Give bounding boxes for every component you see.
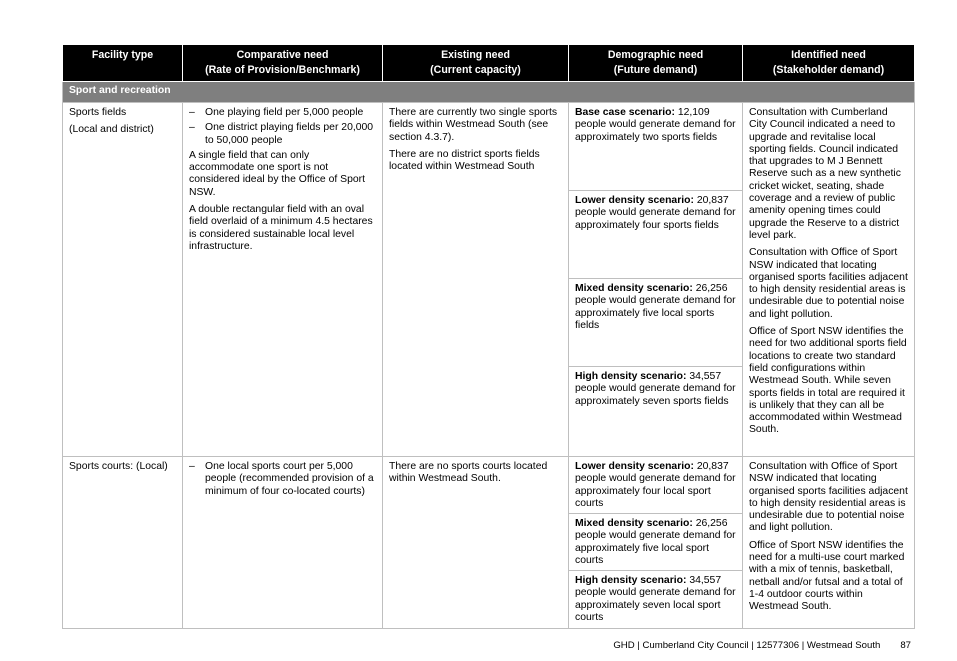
- demographic-cell: [569, 103, 743, 457]
- paragraph: A single field that can only accommodate one sport is not considered ideal by the Office of Sport NSW.: [189, 149, 365, 198]
- existing-cell: [383, 103, 569, 457]
- paragraph: Office of Sport NSW identifies the need for two additional sports field locations to create two standard field configurations within Westmead South. While seven sports fields in total are required it is unlikely that they can all be accommodated within Westmead South.: [749, 326, 907, 436]
- scenario-mixed: Mixed density scenario: 26,256 people would generate demand for approximately five local sports fields: [569, 279, 742, 367]
- header-comparative-need: Comparative need (Rate of Provision/Benchmark): [183, 45, 383, 82]
- comparative-cell: [183, 457, 383, 629]
- section-title: Sport and recreation: [63, 82, 915, 103]
- paragraph: There are currently two single sports fields within Westmead South (see section 4.3.7).: [389, 107, 558, 143]
- identified-cell: [743, 103, 915, 457]
- paragraph: There are no sports courts located within Westmead South.: [389, 461, 548, 485]
- scenario-mixed: Mixed density scenario: 26,256 people would generate demand for approximately five local sport courts: [569, 514, 742, 571]
- header-row: [63, 45, 915, 82]
- scenario-base: Base case scenario: 12,109 people would generate demand for approximately two sports fields: [569, 103, 742, 191]
- list-item: – One district playing fields per 20,000 to 50,000 people: [189, 122, 376, 147]
- paragraph: Consultation with Cumberland City Council indicated a need to upgrade and revitalise local sporting fields. Council indicated that upgrades to M J Bennett Reserve such as a new synthetic cricket wicket, seating, shade coverage and a review of public amenity opening times could upgrade the Reserve to a district level park.: [749, 107, 901, 241]
- header-facility-type: Facility type: [63, 45, 183, 82]
- footer-text: GHD | Cumberland City Council | 12577306 | Westmead South: [613, 640, 881, 651]
- scenario-high: High density scenario: 34,557 people would generate demand for approximately seven sports fields: [575, 371, 736, 407]
- scenario-lower: Lower density scenario: 20,837 people would generate demand for approximately four sports fields: [569, 191, 742, 279]
- scenario-lower: Lower density scenario: 20,837 people would generate demand for approximately four local sport courts: [569, 457, 742, 514]
- header-existing-need: Existing need (Current capacity): [383, 45, 569, 82]
- facility-cell: [63, 103, 183, 457]
- demographic-cell: [569, 457, 743, 629]
- scenario-high: High density scenario: 34,557 people would generate demand for approximately seven local sport courts: [575, 575, 736, 623]
- comparative-cell: [183, 103, 383, 457]
- section-row: [63, 82, 915, 103]
- existing-cell: [383, 457, 569, 629]
- header-identified-need: Identified need (Stakeholder demand): [743, 45, 915, 82]
- header-demographic-need: Demographic need (Future demand): [569, 45, 743, 82]
- paragraph: Office of Sport NSW identifies the need for a multi-use court marked with a mix of tennis, basketball, netball and/or futsal and a total of 1-4 outdoor courts within Westmead South.: [749, 539, 905, 613]
- paragraph: Consultation with Office of Sport NSW indicated that locating organised sports facilities adjacent to high density residential areas is undesirable due to potential noise and light pollution.: [749, 247, 908, 320]
- facility-name: Sports fields: [69, 107, 127, 118]
- table-row: [63, 457, 915, 629]
- page-number: 87: [900, 640, 911, 651]
- table-row: [63, 103, 915, 457]
- identified-cell: [743, 457, 915, 629]
- facility-scope: (Local and district): [69, 124, 154, 136]
- paragraph: A double rectangular field with an oval field overlaid of a minimum 4.5 hectares is considered sustainable local level infrastructure.: [189, 204, 373, 252]
- facility-name: Sports courts: (Local): [69, 461, 168, 472]
- list-item: – One playing field per 5,000 people: [189, 107, 376, 119]
- list-item: – One local sports court per 5,000 people (recommended provision of a minimum of four co-located courts): [189, 461, 376, 498]
- facility-cell: [63, 457, 183, 629]
- page-footer: [613, 640, 911, 651]
- needs-table: [62, 44, 915, 629]
- paragraph: Consultation with Office of Sport NSW indicated that locating organised sports facilities adjacent to high density residential areas is undesirable due to potential noise and light pollution.: [749, 461, 908, 534]
- paragraph: There are no district sports fields located within Westmead South: [389, 148, 540, 173]
